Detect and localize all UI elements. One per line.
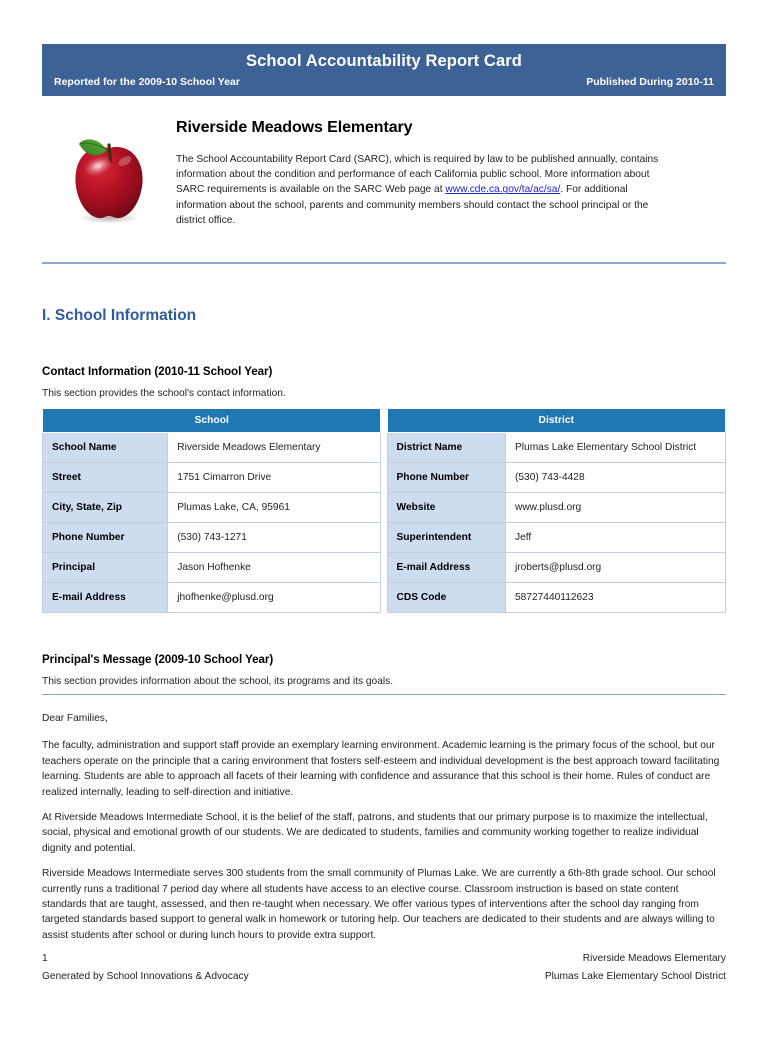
sarc-description-before-link: The School Accountability Report Card (SARC), which is required by law to be published annually, contains information about the condition and performance of each California public school. More information about SARC requirements is available on the SARC Web page at bbox=[176, 154, 659, 196]
contact-information-description: This section provides the school's contact information. bbox=[42, 388, 286, 400]
cell-label: Phone Number bbox=[387, 463, 505, 493]
footer-district-name: Plumas Lake Elementary School District bbox=[544, 971, 726, 982]
contact-table-body bbox=[43, 433, 726, 613]
message-paragraph: The faculty, administration and support staff provide an exemplary learning environment. Academic learning is the primary focus of the school, but our teachers operate on the principle that a caring environment that fosters self-esteem and individual development is the best approach toward facilitating learning. Students are able to approach all facets of their learning with confidence and assurance that this school is their home. Rules of conduct are realized internally, leading to self-direction and initiative. bbox=[42, 740, 720, 798]
table-row bbox=[43, 433, 726, 463]
published-during-label: Published During 2010-11 bbox=[586, 76, 714, 88]
principal-message-description: This section provides information about the school, its programs and its goals. bbox=[42, 675, 726, 695]
principal-message-body bbox=[42, 711, 726, 943]
intro-text-block bbox=[174, 118, 726, 228]
footer-school-name: Riverside Meadows Elementary bbox=[582, 953, 726, 964]
cell-label: Street bbox=[43, 463, 168, 493]
table-row bbox=[43, 463, 726, 493]
cell-value: jroberts@plusd.org bbox=[505, 553, 725, 583]
table-row bbox=[43, 583, 726, 613]
intro-block bbox=[42, 118, 726, 228]
cell-value: (530) 743-1271 bbox=[168, 523, 381, 553]
contact-information-title: Contact Information (2010-11 School Year) bbox=[42, 365, 273, 379]
red-apple-icon bbox=[65, 128, 151, 224]
page-footer bbox=[42, 950, 726, 986]
footer-row-top bbox=[42, 950, 726, 968]
contact-information-table bbox=[42, 408, 726, 613]
table-row bbox=[43, 553, 726, 583]
sarc-description-paragraph bbox=[176, 152, 666, 228]
masthead-subline bbox=[52, 76, 716, 90]
table-header-row bbox=[43, 409, 726, 433]
section-heading-school-information: I. School Information bbox=[42, 307, 197, 325]
intro-divider bbox=[42, 262, 726, 264]
cell-value: Jason Hofhenke bbox=[168, 553, 381, 583]
cell-label: Website bbox=[387, 493, 505, 523]
cell-label: E-mail Address bbox=[387, 553, 505, 583]
sarc-page bbox=[0, 44, 768, 1038]
page-number: 1 bbox=[42, 953, 48, 964]
table-row bbox=[43, 493, 726, 523]
cell-label: Principal bbox=[43, 553, 168, 583]
table-row bbox=[43, 523, 726, 553]
cell-value: (530) 743-4428 bbox=[505, 463, 725, 493]
message-paragraph: At Riverside Meadows Intermediate School, it is the belief of the staff, patrons, and students that our primary purpose is to maximize the intellectual, social, physical and emotional growth of our students. We are dedicated to students, families and community working together to realize individual dignity and potential. bbox=[42, 812, 708, 854]
cell-value: Jeff bbox=[505, 523, 725, 553]
cell-value: 1751 Cimarron Drive bbox=[168, 463, 381, 493]
cell-value: 58727440112623 bbox=[505, 583, 725, 613]
report-masthead bbox=[42, 44, 726, 96]
cell-label: District Name bbox=[387, 433, 505, 463]
cell-value: Plumas Lake Elementary School District bbox=[505, 433, 725, 463]
column-header-school: School bbox=[43, 409, 381, 433]
report-title: School Accountability Report Card bbox=[246, 52, 522, 70]
cell-label: E-mail Address bbox=[43, 583, 168, 613]
cell-value: jhofhenke@plusd.org bbox=[168, 583, 381, 613]
cde-sarc-link[interactable]: www.cde.ca.gov/ta/ac/sa/ bbox=[445, 184, 561, 196]
apple-image-container bbox=[42, 118, 174, 224]
principal-message-title: Principal's Message (2009-10 School Year) bbox=[42, 653, 274, 667]
footer-row-bottom bbox=[42, 968, 726, 986]
cell-label: CDS Code bbox=[387, 583, 505, 613]
cell-label: School Name bbox=[43, 433, 168, 463]
cell-label: Phone Number bbox=[43, 523, 168, 553]
cell-value: Riverside Meadows Elementary bbox=[168, 433, 381, 463]
cell-label: City, State, Zip bbox=[43, 493, 168, 523]
reported-for-label: Reported for the 2009-10 School Year bbox=[54, 76, 240, 88]
column-header-district: District bbox=[387, 409, 725, 433]
cell-label: Superintendent bbox=[387, 523, 505, 553]
cell-value: Plumas Lake, CA, 95961 bbox=[168, 493, 381, 523]
message-paragraph: Riverside Meadows Intermediate serves 300 students from the small community of Plumas Lake. We are currently a 6th-8th grade school. Our school currently runs a traditional 7 period day where all students have access to an elective course. Classroom instruction is based on state content standards that are taught, assessed, and then re-taught when necessary. We offer various types of interventions after the school day ranging from targeted standards based support to general walk in homework or tutoring help. Our teachers are dedicated to their students and are always willing to assist students after school or during lunch hours to provide extra support. bbox=[42, 868, 716, 941]
message-salutation: Dear Families, bbox=[42, 713, 108, 725]
school-name-heading: Riverside Meadows Elementary bbox=[176, 119, 413, 136]
footer-generated-by: Generated by School Innovations & Advocacy bbox=[42, 971, 249, 982]
sarc-description-after-link: . For additional information about the school, parents and community members should contact the school principal or the district office. bbox=[176, 184, 649, 226]
cell-value: www.plusd.org bbox=[505, 493, 725, 523]
